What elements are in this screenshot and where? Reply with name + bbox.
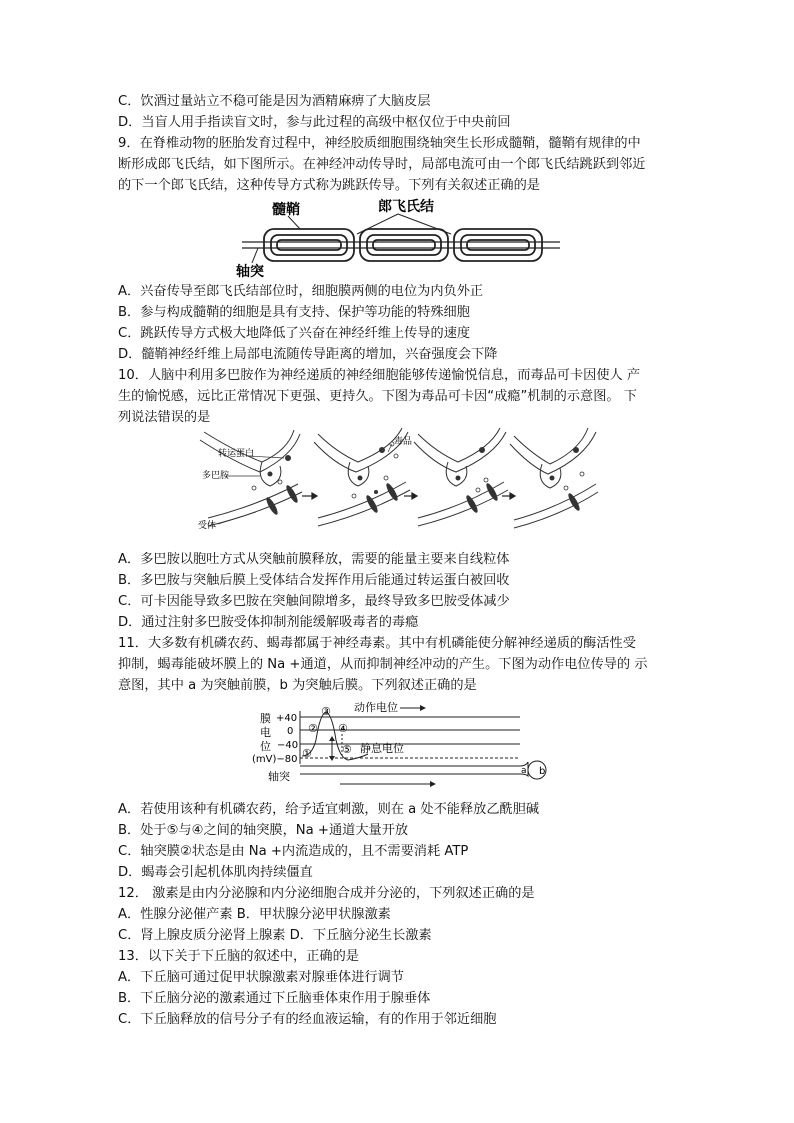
tick-minus80: (mV)−80 [252,754,298,765]
action-potential-figure [250,696,560,796]
q9-option-c: C．跳跃传导方式极大地降低了兴奋在神经纤维上传导的速度 [118,326,471,341]
marker-4: ④ [338,722,348,735]
axon-label: 轴突 [236,264,264,280]
q9-stem-line2: 断形成郎飞氏结，如下图所示。在神经冲动传导时，局部电流可由一个郎飞氏结跳跃到邻近 [118,157,646,172]
label-b: b [539,766,546,777]
y-title-3: 位 [260,740,271,753]
receptor-label: 受体 [198,521,217,531]
q11-stem-line2: 抑制，蝎毒能破坏膜上的 Na +通道，从而抑制神经冲动的产生。下图为动作电位传导的 示 [118,657,648,672]
q11-option-b: B．处于⑤与④之间的轴突膜，Na +通道大量开放 [118,823,409,838]
q11-option-c: C．轴突膜②状态是由 Na +内流造成的，且不需要消耗 ATP [118,844,469,859]
q10-stem-line2: 生的愉悦感，远比正常情况下更强、更持久。下图为毒品可卡因“成瘾”机制的示意图。 下 [118,389,637,404]
q11-stem-line3: 意图，其中 a 为突触前膜，b 为突触后膜。下列叙述正确的是 [118,678,477,693]
q12-stem: 12． 激素是由内分泌腺和内分泌细胞合成并分泌的，下列叙述正确的是 [118,886,535,901]
transporter-label: 转运蛋白 [218,449,255,459]
y-title-1: 膜 [260,712,271,725]
q10-option-d: D．通过注射多巴胺受体抑制剂能缓解吸毒者的毒瘾 [118,615,419,630]
q11-option-a: A．若使用该种有机磷农药，给予适宜刺激，则在 a 处不能释放乙酰胆碱 [118,802,540,817]
q13-option-a: A．下丘脑可通过促甲状腺激素对腺垂体进行调节 [118,970,404,985]
q9-option-d: D．髓鞘神经纤维上局部电流随传导距离的增加，兴奋强度会下降 [118,347,498,362]
q9-option-a: A．兴奋传导至郎飞氏结部位时，细胞膜两侧的电位为内负外正 [118,284,484,299]
q10-option-a: A．多巴胺以胞吐方式从突触前膜释放，需要的能量主要来自线粒体 [118,552,510,567]
y-title-2: 电 [260,726,271,739]
q9-option-b: B．参与构成髓鞘的细胞是具有支持、保护等功能的特殊细胞 [118,305,470,320]
tick-plus40: +40 [276,713,298,724]
dopamine-label: 多巴胺 [202,471,230,481]
q8-option-d: D．当盲人用手指读盲文时，参与此过程的高级中枢仅位于中央前回 [118,115,511,130]
q13-stem: 13．以下关于下丘脑的叙述中，正确的是 [118,949,359,964]
q10-option-b: B．多巴胺与突触后膜上受体结合发挥作用后能通过转运蛋白被回收 [118,573,510,588]
marker-2: ② [308,722,318,735]
action-potential-label: 动作电位 [354,701,398,714]
q13-option-b: B．下丘脑分泌的激素通过下丘脑垂体束作用于腺垂体 [118,991,431,1006]
marker-1: ① [302,747,312,760]
tick-0: 0 [287,726,294,737]
label-a: a [521,766,527,776]
myelin-sheath-figure [230,196,570,280]
q12-options-ab: A．性腺分泌催产素 B．甲状腺分泌甲状腺激素 [118,907,391,922]
q11-option-d: D．蝎毒会引起机体肌肉持续僵直 [118,865,313,880]
myelin-label: 髓鞘 [272,202,300,218]
node-of-ranvier-label: 郎飞氏结 [378,199,434,215]
q9-stem-line1: 9．在脊椎动物的胚胎发育过程中，神经胶质细胞围绕轴突生长形成髓鞘，髓鞘有规律的中 [118,136,641,151]
axon-label-11: 轴突 [268,770,290,783]
q10-option-c: C．可卡因能导致多巴胺在突触间隙增多，最终导致多巴胺受体减少 [118,594,510,609]
q9-stem-line3: 的下一个郎飞氏结，这种传导方式称为跳跃传导。下列有关叙述正确的是 [118,178,540,193]
marker-3: ③ [321,705,331,718]
q11-stem-line1: 11．大多数有机磷农药、蝎毒都属于神经毒素。其中有机磷能使分解神经递质的酶活性受 [118,636,636,651]
q8-option-c: C．饮酒过量站立不稳可能是因为酒精麻痹了大脑皮层 [118,94,431,109]
q12-options-cd: C．肾上腺皮质分泌肾上腺素 D．下丘脑分泌生长激素 [118,928,432,943]
cocaine-mechanism-figure [196,422,602,550]
q10-stem-line1: 10．人脑中利用多巴胺作为神经递质的神经细胞能够传递愉悦信息，而毒品可卡因使人 产 [118,368,641,383]
marker-5: ⑤ [342,743,352,756]
q13-option-c: C．下丘脑释放的信号分子有的经血液运输，有的作用于邻近细胞 [118,1012,497,1027]
tick-minus40: −40 [277,740,299,751]
cocaine-label: 毒品 [394,437,413,447]
resting-potential-label: 静息电位 [360,742,404,755]
q10-stem-line3: 列说法错误的是 [118,410,211,425]
